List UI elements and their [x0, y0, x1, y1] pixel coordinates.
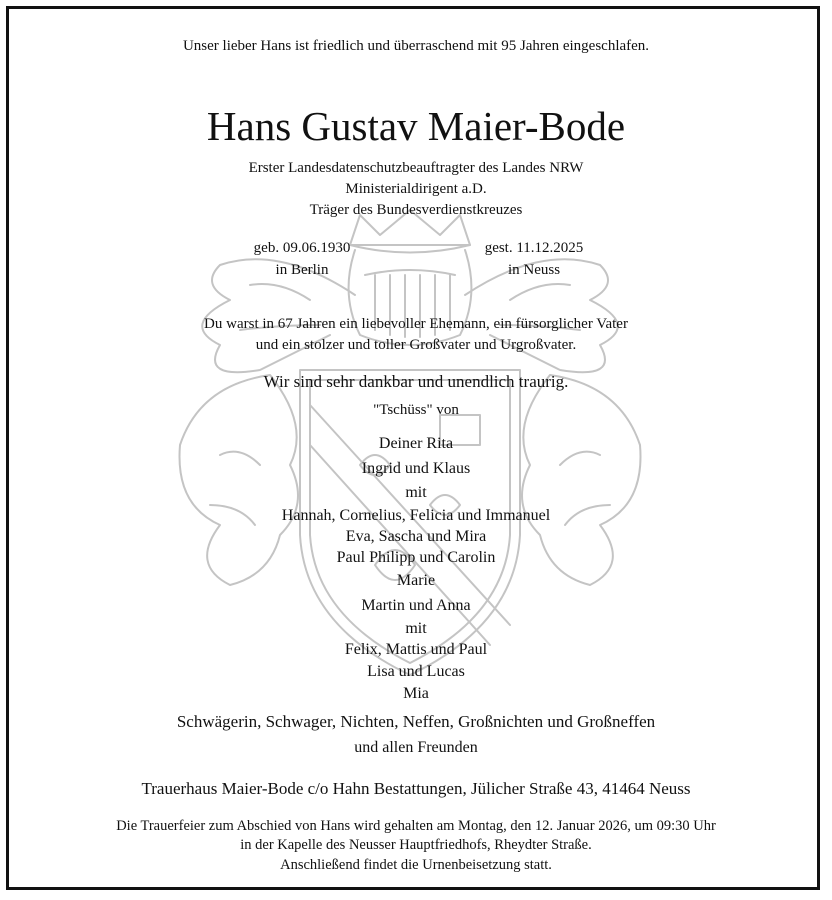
title-line: Erster Landesdatenschutzbeauftragter des Landes NRW [248, 160, 584, 176]
tribute-line: Du warst in 67 Jahren ein liebevoller Ehemann, ein fürsorglicher Vater [204, 316, 628, 332]
birth-date: geb. 09.06.1930 [253, 240, 351, 256]
family-line: Ingrid und Klaus [361, 460, 471, 477]
family-line: Deiner Rita [378, 435, 454, 452]
farewell-text: "Tschüss" von [373, 402, 459, 418]
family-line: mit [405, 620, 427, 637]
ceremony-line: in der Kapelle des Neusser Hauptfriedhofs, Rheydter Straße. [240, 837, 592, 853]
death-place: in Neuss [507, 262, 561, 278]
tribute-line: und ein stolzer und toller Großvater und Urgroßvater. [255, 337, 577, 353]
family-line: Eva, Sascha und Mira [345, 528, 487, 545]
family-line: Mia [403, 685, 429, 702]
family-line: Felix, Mattis und Paul [344, 641, 488, 658]
relatives-text: Schwägerin, Schwager, Nichten, Neffen, Großnichten und Großneffen [176, 712, 656, 731]
family-line: Martin und Anna [361, 597, 471, 614]
intro-text: Unser lieber Hans ist friedlich und überraschend mit 95 Jahren eingeschlafen. [182, 38, 650, 54]
death-date: gest. 11.12.2025 [484, 240, 584, 256]
deceased-name: Hans Gustav Maier-Bode [206, 103, 626, 149]
title-line: Ministerialdirigent a.D. [345, 181, 487, 197]
family-line: Lisa und Lucas [367, 663, 465, 680]
title-line: Träger des Bundesverdienstkreuzes [309, 202, 523, 218]
ceremony-line: Anschließend findet die Urnenbeisetzung statt. [280, 857, 552, 873]
family-line: Hannah, Cornelius, Felicia und Immanuel [281, 507, 551, 524]
ceremony-line: Die Trauerfeier zum Abschied von Hans wird gehalten am Montag, den 12. Januar 2026, um 09:30 Uhr [116, 818, 716, 834]
family-line: Marie [396, 572, 436, 589]
friends-text: und allen Freunden [354, 739, 478, 756]
birth-place: in Berlin [275, 262, 329, 278]
family-line: Paul Philipp und Carolin [336, 549, 496, 566]
grateful-text: Wir sind sehr dankbar und unendlich traurig. [263, 372, 569, 391]
family-line: mit [405, 484, 427, 501]
address-text: Trauerhaus Maier-Bode c/o Hahn Bestattungen, Jülicher Straße 43, 41464 Neuss [141, 779, 691, 798]
